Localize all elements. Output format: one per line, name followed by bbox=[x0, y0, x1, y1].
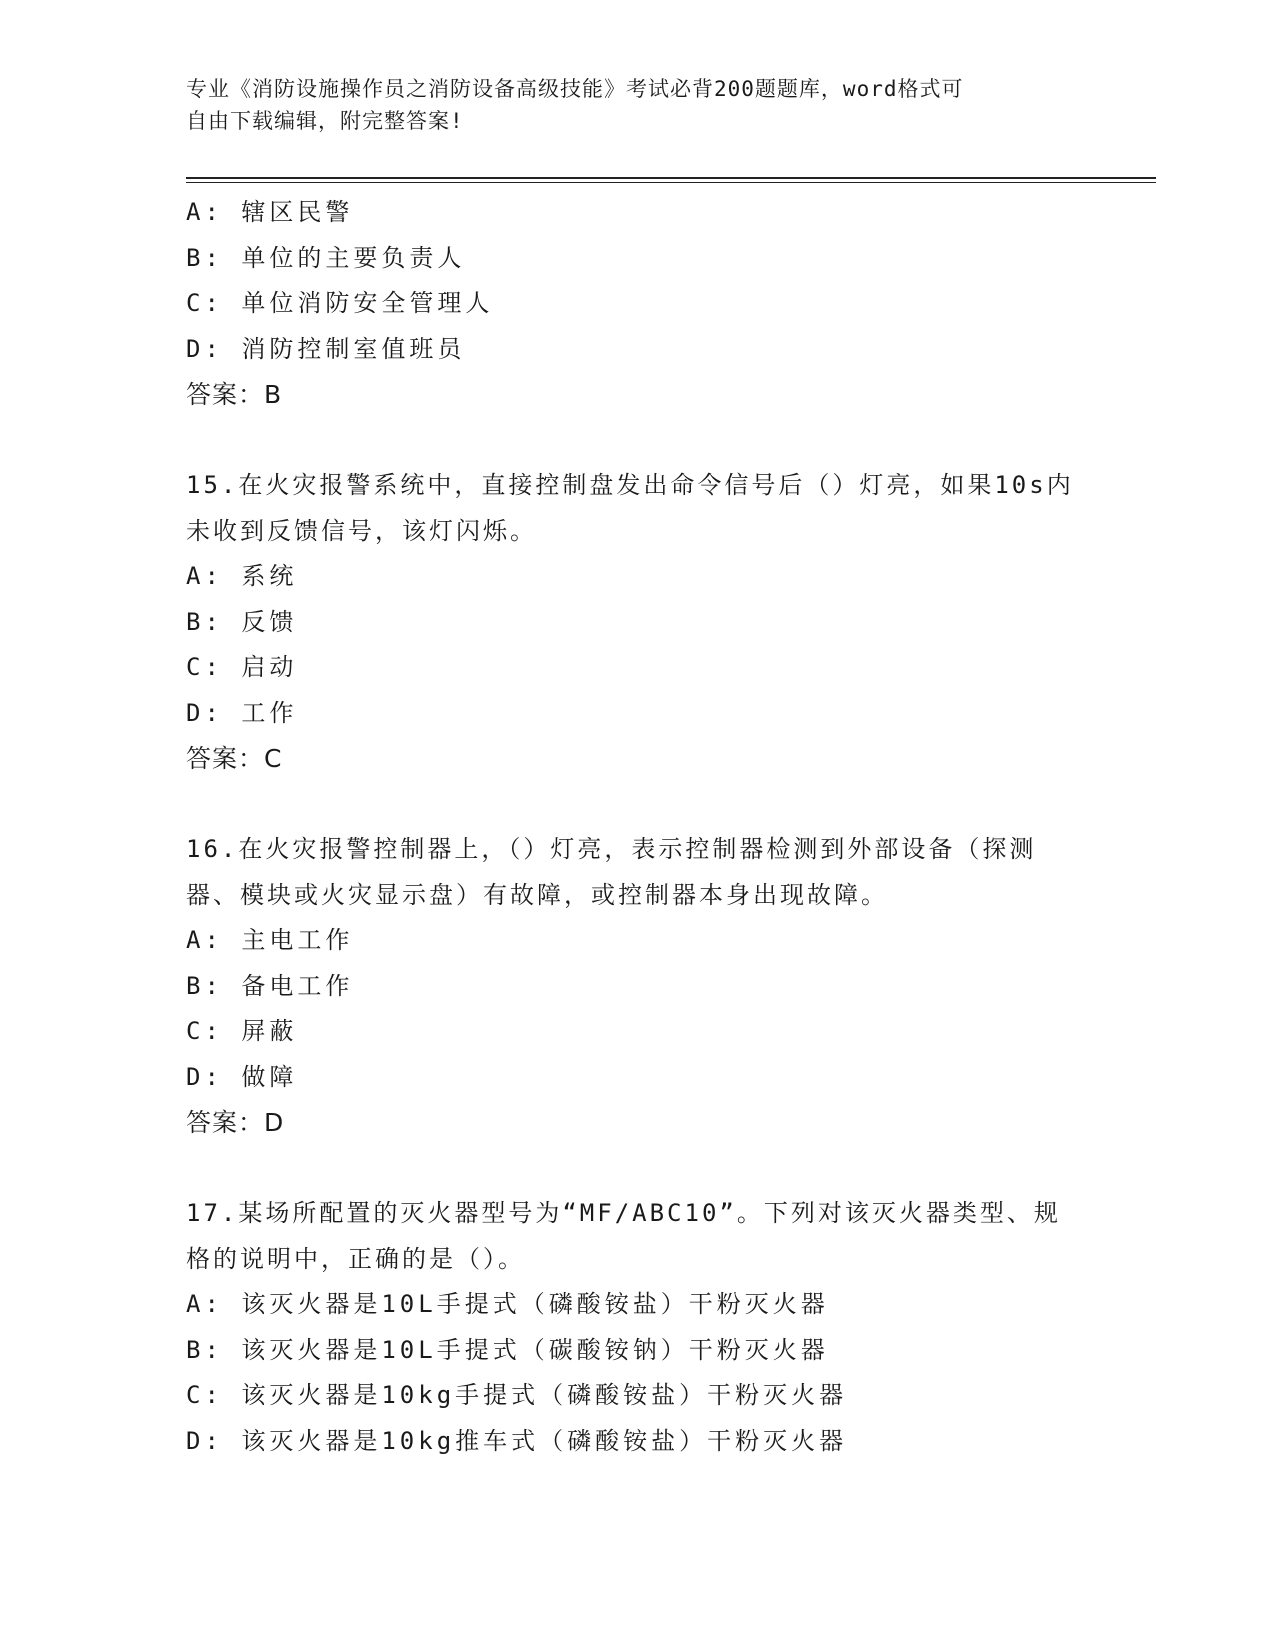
question-15 bbox=[186, 463, 1086, 782]
option-d: D: 工作 bbox=[186, 698, 298, 727]
answer-line: 答案：C bbox=[186, 744, 283, 773]
question-text: 16.在火灾报警控制器上，（）灯亮，表示控制器检测到外部设备（探测器、模块或火灾显示盘）有故障，或控制器本身出现故障。 bbox=[186, 835, 1037, 909]
question-14-continued bbox=[186, 190, 1086, 418]
option-d: D: 做障 bbox=[186, 1062, 298, 1091]
option-c: C: 启动 bbox=[186, 653, 298, 681]
answer-line: 答案：D bbox=[186, 1108, 285, 1137]
option-d: D: 消防控制室值班员 bbox=[186, 334, 466, 363]
header-rule-thick bbox=[186, 177, 1156, 179]
option-a: A: 系统 bbox=[186, 562, 298, 590]
question-17 bbox=[186, 1191, 1086, 1464]
question-16 bbox=[186, 827, 1086, 1146]
option-b: B: 反馈 bbox=[186, 607, 298, 636]
option-c: C: 屏蔽 bbox=[186, 1017, 298, 1045]
question-text: 17.某场所配置的灭火器型号为“MF/ABC10”。下列对该灭火器类型、规格的说明中，正确的是（）。 bbox=[186, 1199, 1061, 1273]
option-a: A: 辖区民警 bbox=[186, 198, 354, 226]
option-b: B: 单位的主要负责人 bbox=[186, 243, 466, 272]
question-list bbox=[186, 190, 1086, 1464]
answer-line: 答案：B bbox=[186, 380, 283, 409]
option-d: D: 该灭火器是10kg推车式（磷酸铵盐）干粉灭火器 bbox=[186, 1426, 848, 1455]
header-line-1: 专业《消防设施操作员之消防设备高级技能》考试必背200题题库，word格式可 bbox=[186, 77, 964, 101]
option-b: B: 该灭火器是10L手提式（碳酸铵钠）干粉灭火器 bbox=[186, 1335, 829, 1364]
document-header bbox=[186, 73, 1086, 137]
option-b: B: 备电工作 bbox=[186, 971, 354, 1000]
option-a: A: 主电工作 bbox=[186, 926, 354, 954]
header-line-2: 自由下载编辑，附完整答案! bbox=[186, 109, 464, 133]
option-a: A: 该灭火器是10L手提式（磷酸铵盐）干粉灭火器 bbox=[186, 1290, 829, 1318]
option-c: C: 单位消防安全管理人 bbox=[186, 289, 494, 317]
option-c: C: 该灭火器是10kg手提式（磷酸铵盐）干粉灭火器 bbox=[186, 1381, 848, 1409]
question-text: 15.在火灾报警系统中，直接控制盘发出命令信号后（）灯亮，如果10s内未收到反馈信号，该灯闪烁。 bbox=[186, 471, 1074, 545]
header-rule-thin bbox=[186, 182, 1156, 183]
